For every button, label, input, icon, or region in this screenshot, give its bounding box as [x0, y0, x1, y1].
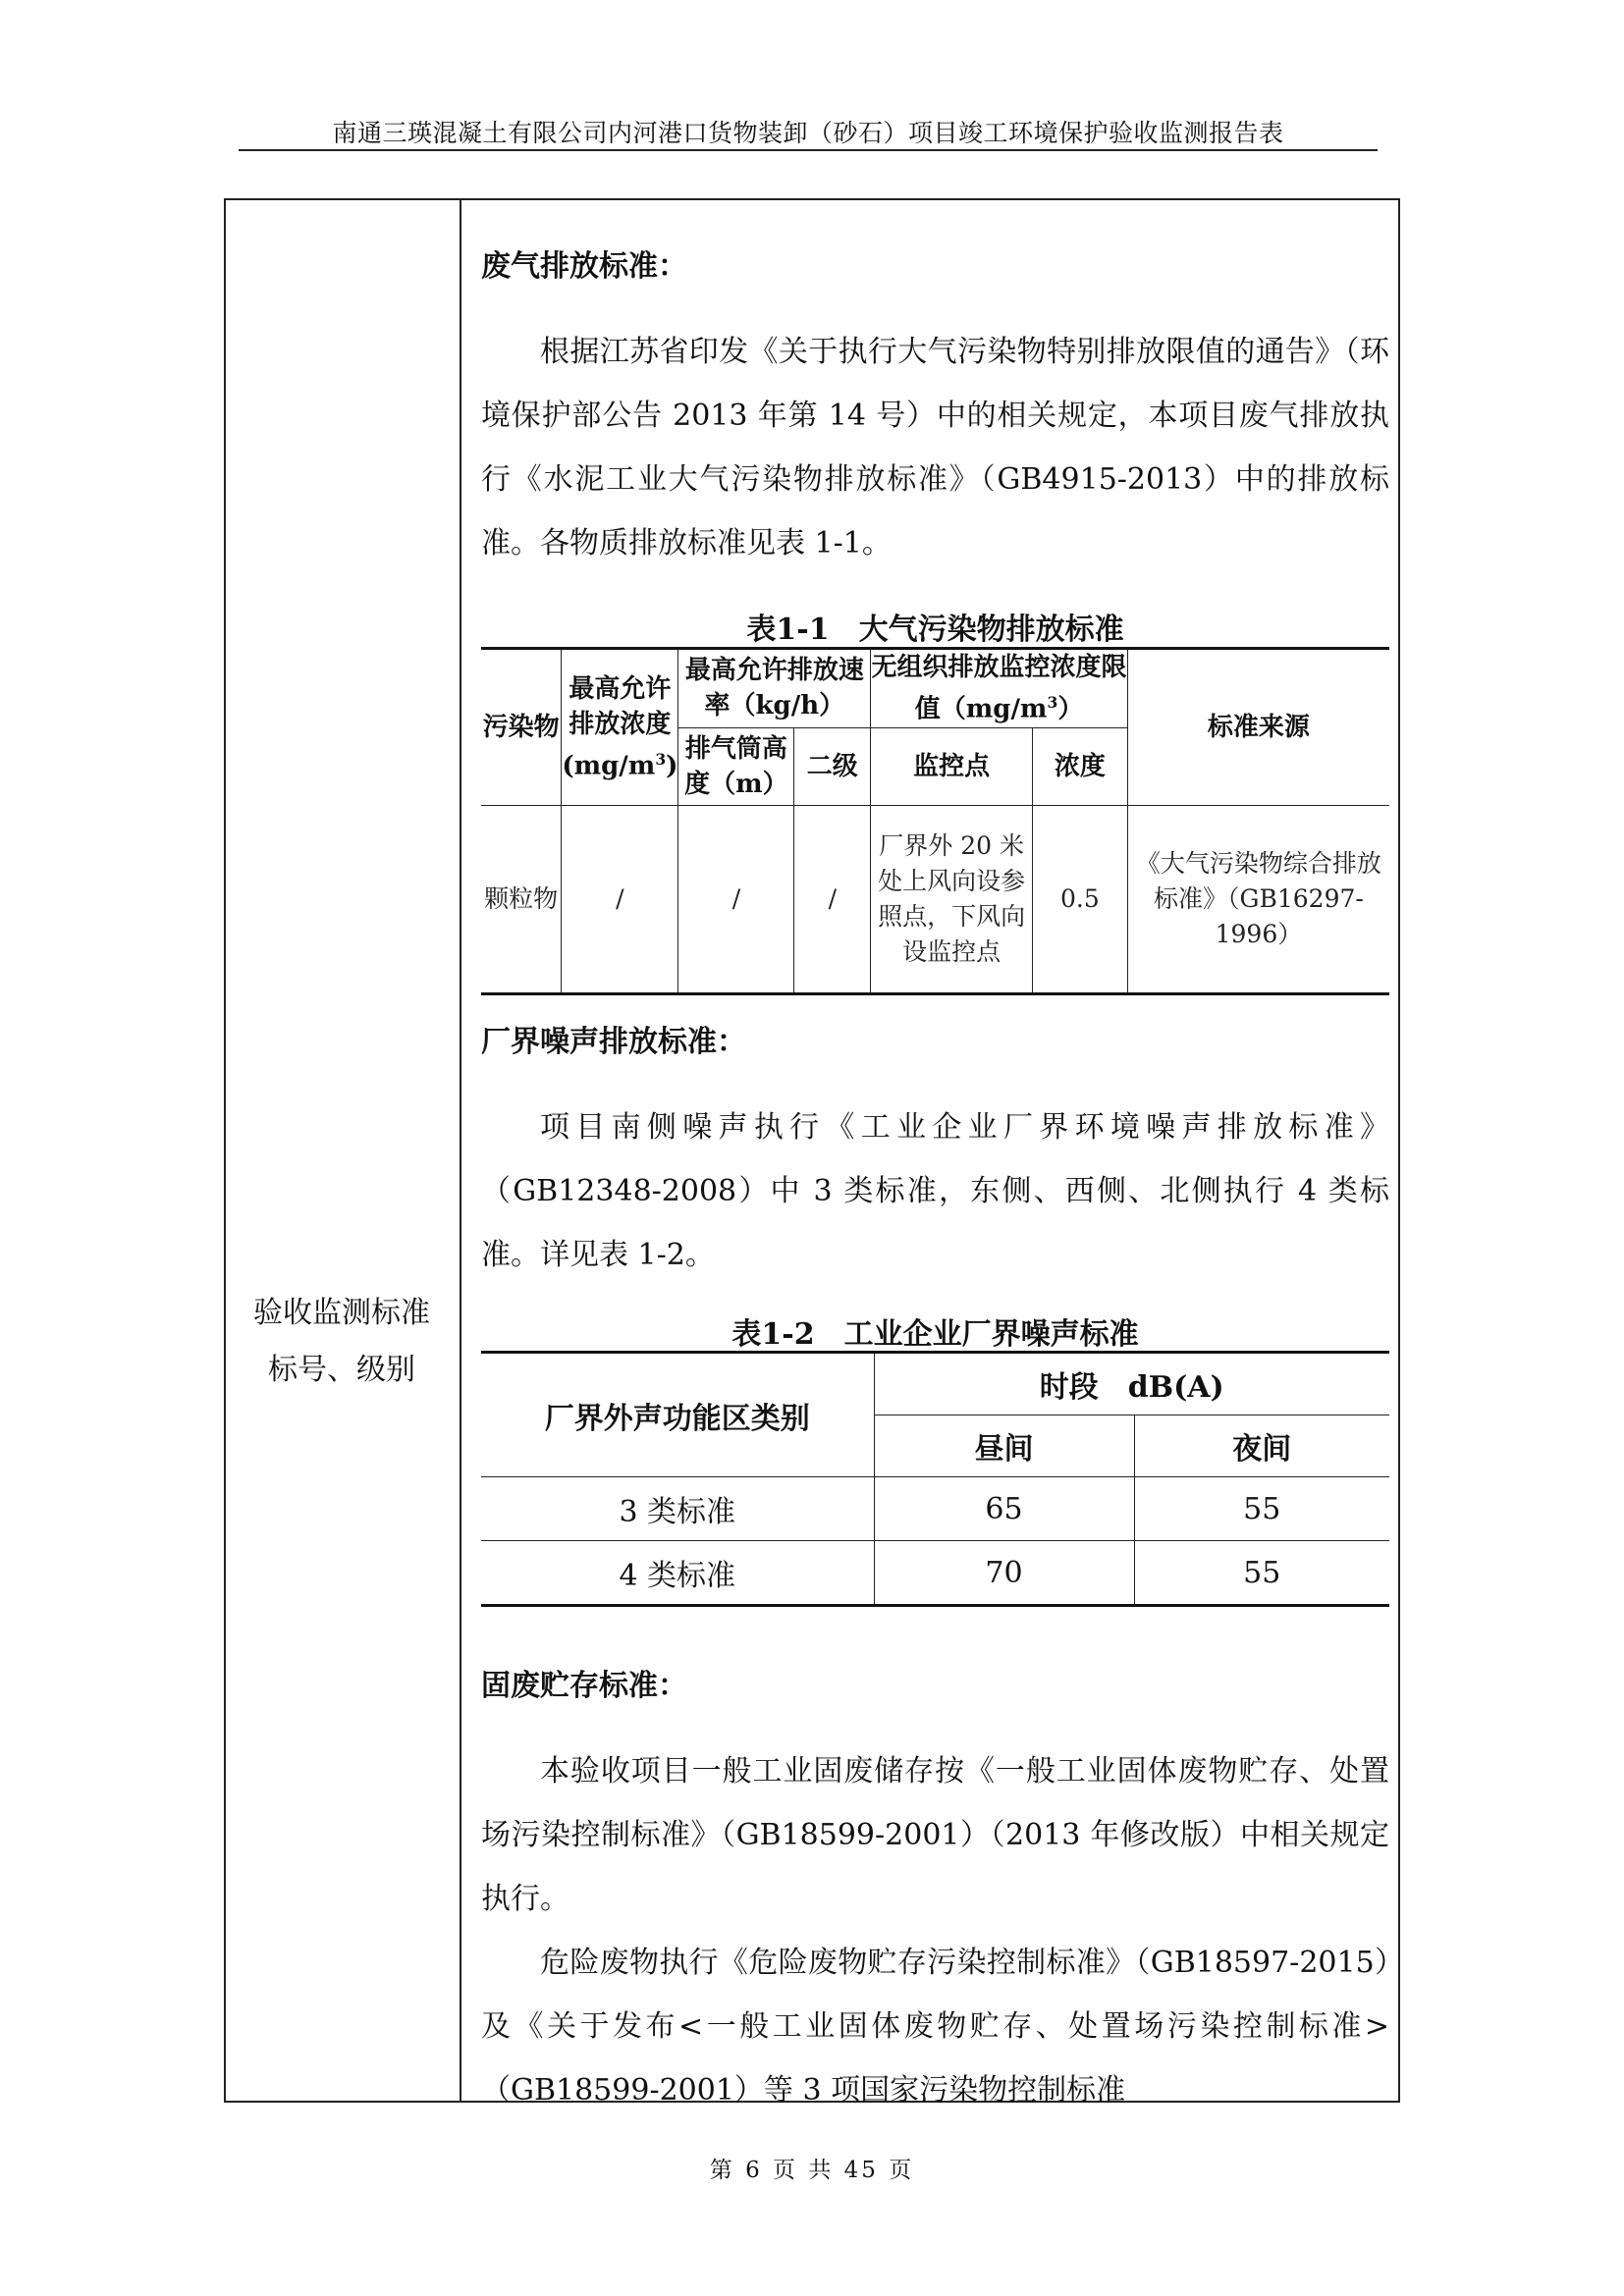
cell-night: 55	[1134, 1477, 1389, 1541]
th-max-conc-text: 最高允许排放浓度	[568, 673, 672, 739]
th-night: 夜间	[1134, 1415, 1389, 1477]
cell-max-conc: /	[562, 805, 678, 993]
cell-pollutant: 颗粒物	[481, 805, 562, 993]
th-fugitive-close: ）	[1057, 694, 1084, 724]
table-row	[481, 1477, 1389, 1541]
table1-header-row-1	[481, 649, 1389, 728]
th-period: 时段 dB(A)	[874, 1353, 1389, 1415]
air-section-title: 废气排放标准：	[481, 249, 687, 284]
row-label	[226, 1285, 458, 1399]
noise-standard-table	[481, 1351, 1389, 1607]
th-fugitive-text: 无组织排放监控浓度限值（mg/m	[871, 653, 1127, 724]
th-zone: 厂界外声功能区类别	[481, 1353, 874, 1477]
row-label-line2: 标号、级别	[268, 1353, 415, 1387]
th-stack-height: 排气筒高度（m）	[678, 727, 794, 805]
left-column	[226, 200, 461, 2101]
table-row	[481, 805, 1389, 993]
th-monitor-point: 监控点	[871, 727, 1033, 805]
air-paragraph: 根据江苏省印发《关于执行大气污染物特别排放限值的通告》（环境保护部公告 2013 年第 14 号）中的相关规定，本项目废气排放执行《水泥工业大气污染物排放标准》（GB4915-2013）中的排放标准。各物质排放标准见表 1-1。	[481, 335, 1389, 561]
th-fugitive-sup: 3	[1047, 693, 1058, 712]
cell-monitor-point: 厂界外 20 米处上风向设参照点，下风向设监控点	[871, 805, 1033, 993]
form-frame	[224, 198, 1400, 2108]
solid-section-title: 固废贮存标准：	[481, 1669, 687, 1703]
cell-source: 《大气污染物综合排放标准》（GB16297-1996）	[1127, 805, 1389, 993]
cell-stack-height: /	[678, 805, 794, 993]
solid-paragraph-2: 危险废物执行《危险废物贮存污染控制标准》（GB18597-2015）及《关于发布<一般工业固体废物贮存、处置场污染控制标准>（GB18599-2001）等 3 项国家污染物控制标准	[481, 1946, 1389, 2108]
page-footer: 第 6 页 共 45 页	[709, 2158, 915, 2183]
th-max-conc	[562, 649, 678, 806]
cell-concentration: 0.5	[1032, 805, 1127, 993]
th-max-conc-sup: 3	[655, 749, 667, 769]
th-max-conc-close: )	[666, 751, 678, 781]
noise-section-title: 厂界噪声排放标准：	[481, 1025, 746, 1059]
th-source: 标准来源	[1127, 649, 1389, 806]
row-label-line1: 验收监测标准	[253, 1296, 430, 1330]
solid-paragraph-1: 本验收项目一般工业固废储存按《一般工业固体废物贮存、处置场污染控制标准》（GB18599-2001）（2013 年修改版）中相关规定执行。	[481, 1754, 1389, 1916]
cell-night: 55	[1134, 1541, 1389, 1606]
th-max-rate: 最高允许排放速率（kg/h）	[678, 649, 871, 728]
cell-zone: 3 类标准	[481, 1477, 874, 1541]
page-header: 南通三瑛混凝土有限公司内河港口货物装卸（砂石）项目竣工环境保护验收监测报告表	[332, 119, 1284, 147]
cell-day: 70	[874, 1541, 1134, 1606]
th-grade2: 二级	[794, 727, 871, 805]
th-max-conc-unit: (mg/m	[562, 751, 656, 781]
cell-day: 65	[874, 1477, 1134, 1541]
cell-zone: 4 类标准	[481, 1541, 874, 1606]
th-day: 昼间	[874, 1415, 1134, 1477]
th-concentration: 浓度	[1032, 727, 1127, 805]
noise-paragraph: 项目南侧噪声执行《工业企业厂界环境噪声排放标准》（GB12348-2008）中 3 类标准，东侧、西侧、北侧执行 4 类标准。详见表 1-2。	[481, 1110, 1389, 1272]
th-pollutant: 污染物	[481, 649, 562, 806]
table2-caption: 表1-2 工业企业厂界噪声标准	[731, 1317, 1139, 1352]
air-standard-table	[481, 647, 1389, 995]
table2-header-row-1	[481, 1353, 1389, 1415]
table-row	[481, 1541, 1389, 1606]
header-rule	[239, 149, 1378, 151]
cell-grade2: /	[794, 805, 871, 993]
th-fugitive	[871, 649, 1128, 728]
table1-caption: 表1-1 大气污染物排放标准	[746, 613, 1124, 647]
